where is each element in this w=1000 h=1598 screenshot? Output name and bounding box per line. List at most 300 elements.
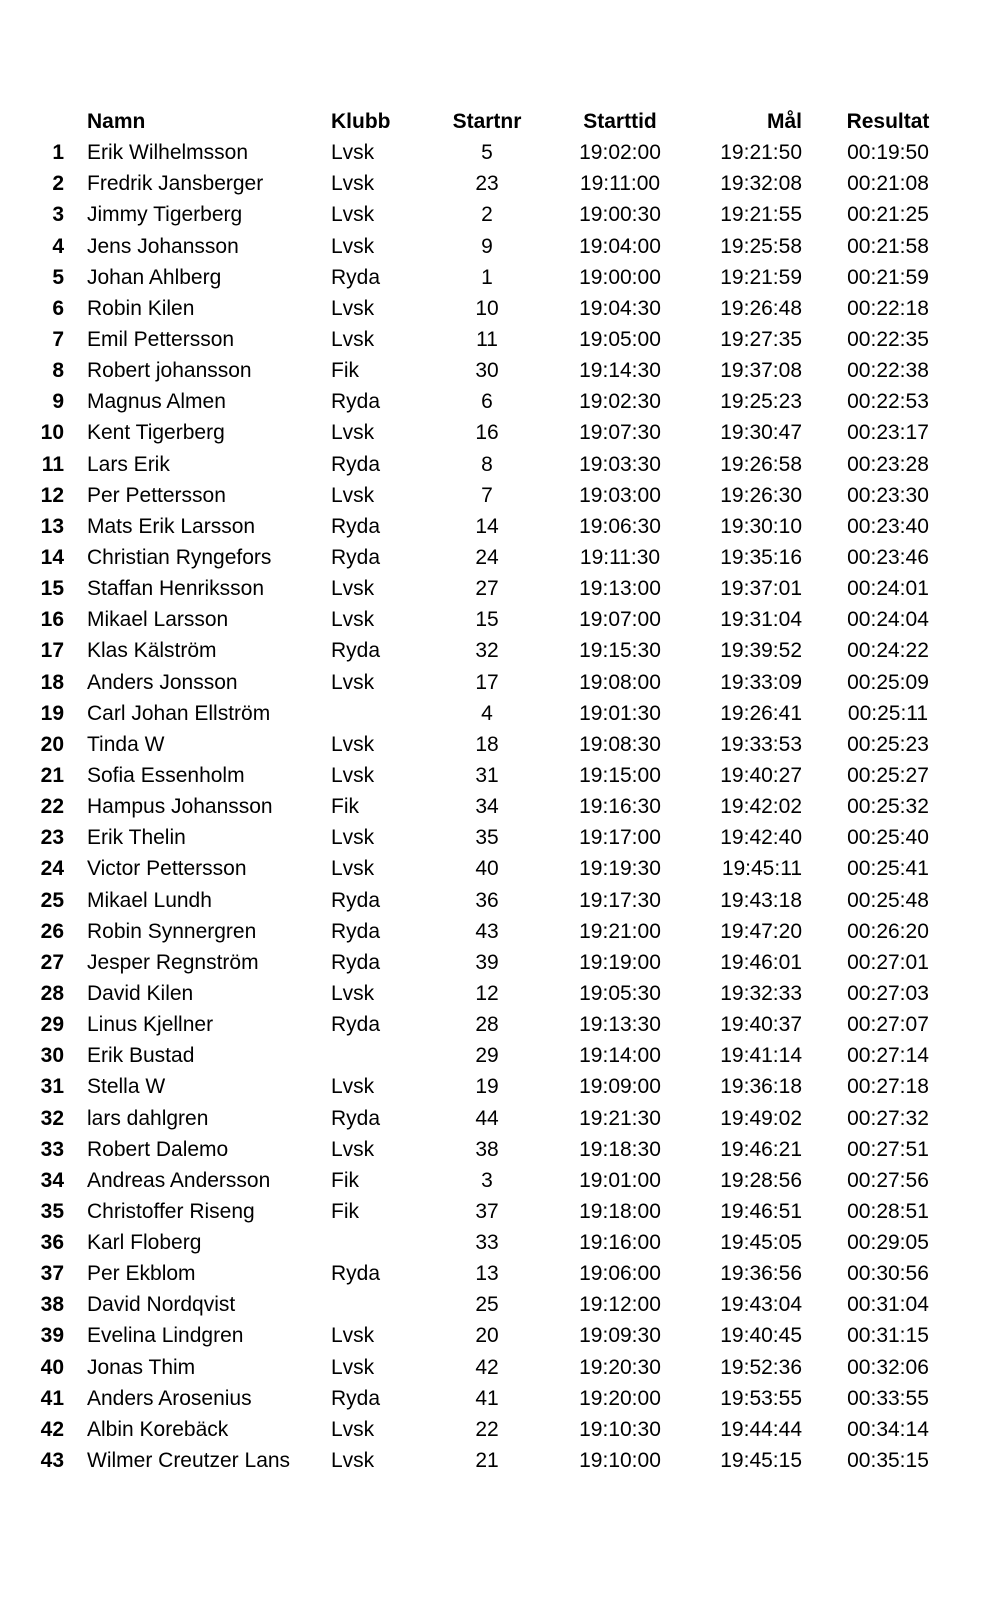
goal-cell: 19:33:53 xyxy=(720,732,802,756)
table-row xyxy=(0,262,1000,293)
name-cell: Robert johansson xyxy=(87,359,252,383)
startnr-cell: 21 xyxy=(475,1449,499,1473)
result-cell: 00:22:18 xyxy=(847,296,929,320)
result-cell: 00:27:51 xyxy=(847,1137,929,1161)
name-cell: Robin Synnergren xyxy=(87,919,257,943)
table-row xyxy=(0,449,1000,480)
goal-cell: 19:25:58 xyxy=(720,234,802,258)
starttime-cell: 19:20:00 xyxy=(579,1386,661,1410)
table-row xyxy=(0,1134,1000,1165)
starttime-cell: 19:04:00 xyxy=(579,234,661,258)
name-cell: Mikael Lundh xyxy=(87,888,212,912)
place-cell: 15 xyxy=(40,577,64,601)
starttime-cell: 19:10:00 xyxy=(579,1449,661,1473)
goal-cell: 19:33:09 xyxy=(720,670,802,694)
starttime-cell: 19:04:30 xyxy=(579,296,661,320)
club-cell: Lvsk xyxy=(331,1137,375,1161)
startnr-cell: 28 xyxy=(475,1013,499,1037)
name-cell: Emil Pettersson xyxy=(87,327,235,351)
goal-cell: 19:21:55 xyxy=(720,203,802,227)
table-row xyxy=(0,885,1000,916)
startnr-cell: 12 xyxy=(475,981,499,1005)
header-goal: Mål xyxy=(766,110,802,133)
place-cell: 1 xyxy=(52,141,64,165)
goal-cell: 19:53:55 xyxy=(720,1386,802,1410)
startnr-cell: 36 xyxy=(475,888,499,912)
goal-cell: 19:40:27 xyxy=(720,763,802,787)
result-cell: 00:27:56 xyxy=(847,1168,929,1192)
goal-cell: 19:42:40 xyxy=(720,826,802,850)
name-cell: Carl Johan Ellström xyxy=(87,701,271,725)
table-row xyxy=(0,1040,1000,1071)
club-cell: Ryda xyxy=(331,1386,381,1410)
name-cell: Kent Tigerberg xyxy=(87,421,225,445)
goal-cell: 19:45:15 xyxy=(720,1449,802,1473)
starttime-cell: 19:10:30 xyxy=(579,1417,661,1441)
table-row xyxy=(0,667,1000,698)
place-cell: 37 xyxy=(40,1262,64,1286)
startnr-cell: 33 xyxy=(475,1231,499,1255)
result-cell: 00:27:32 xyxy=(847,1106,929,1130)
place-cell: 14 xyxy=(40,545,64,569)
place-cell: 24 xyxy=(40,857,64,881)
starttime-cell: 19:20:30 xyxy=(579,1355,661,1379)
result-cell: 00:30:56 xyxy=(847,1262,929,1286)
startnr-cell: 32 xyxy=(475,639,499,663)
name-cell: Albin Korebäck xyxy=(87,1417,229,1441)
header-starttime: Starttid xyxy=(583,110,657,133)
club-cell: Lvsk xyxy=(331,763,375,787)
club-cell: Ryda xyxy=(331,639,381,663)
goal-cell: 19:37:01 xyxy=(720,577,802,601)
name-cell: David Nordqvist xyxy=(87,1293,236,1317)
startnr-cell: 4 xyxy=(481,701,493,725)
startnr-cell: 10 xyxy=(475,296,499,320)
place-cell: 27 xyxy=(40,950,64,974)
place-cell: 25 xyxy=(40,888,64,912)
table-row xyxy=(0,822,1000,853)
club-cell: Lvsk xyxy=(331,172,375,196)
name-cell: Christoffer Riseng xyxy=(87,1199,255,1223)
table-row xyxy=(0,168,1000,199)
goal-cell: 19:39:52 xyxy=(720,639,802,663)
starttime-cell: 19:00:30 xyxy=(579,203,661,227)
club-cell: Lvsk xyxy=(331,1324,375,1348)
place-cell: 6 xyxy=(52,296,64,320)
result-cell: 00:19:50 xyxy=(847,141,929,165)
name-cell: Staffan Henriksson xyxy=(87,577,265,601)
startnr-cell: 27 xyxy=(475,577,499,601)
starttime-cell: 19:19:30 xyxy=(579,857,661,881)
result-cell: 00:22:35 xyxy=(847,327,929,351)
result-cell: 00:23:17 xyxy=(847,421,929,445)
results-table xyxy=(0,106,1000,1476)
goal-cell: 19:45:11 xyxy=(721,857,802,881)
name-cell: Robin Kilen xyxy=(87,296,195,320)
startnr-cell: 43 xyxy=(475,919,499,943)
result-cell: 00:26:20 xyxy=(847,919,929,943)
starttime-cell: 19:21:00 xyxy=(579,919,661,943)
table-row xyxy=(0,511,1000,542)
club-cell: Lvsk xyxy=(331,577,375,601)
table-body xyxy=(0,137,1000,1476)
place-cell: 35 xyxy=(40,1199,64,1223)
goal-cell: 19:44:44 xyxy=(720,1417,802,1441)
result-cell: 00:23:30 xyxy=(847,483,929,507)
club-cell: Lvsk xyxy=(331,981,375,1005)
starttime-cell: 19:12:00 xyxy=(579,1293,661,1317)
startnr-cell: 13 xyxy=(475,1262,499,1286)
startnr-cell: 16 xyxy=(475,421,499,445)
club-cell: Lvsk xyxy=(331,421,375,445)
place-cell: 31 xyxy=(40,1075,64,1099)
starttime-cell: 19:15:00 xyxy=(579,763,661,787)
place-cell: 41 xyxy=(40,1386,64,1410)
result-cell: 00:35:15 xyxy=(847,1449,929,1473)
name-cell: Mikael Larsson xyxy=(87,608,229,632)
table-header-row xyxy=(0,106,1000,137)
name-cell: Anders Jonsson xyxy=(87,670,238,694)
club-cell: Ryda xyxy=(331,919,381,943)
result-cell: 00:31:15 xyxy=(847,1324,929,1348)
startnr-cell: 37 xyxy=(475,1199,499,1223)
result-cell: 00:28:51 xyxy=(847,1199,929,1223)
table-row xyxy=(0,947,1000,978)
result-cell: 00:27:03 xyxy=(847,981,929,1005)
startnr-cell: 25 xyxy=(475,1293,499,1317)
club-cell: Lvsk xyxy=(331,1417,375,1441)
club-cell: Ryda xyxy=(331,1106,381,1130)
name-cell: Mats Erik Larsson xyxy=(87,514,256,538)
name-cell: Jens Johansson xyxy=(87,234,239,258)
startnr-cell: 6 xyxy=(481,390,493,414)
result-cell: 00:25:11 xyxy=(847,701,929,725)
place-cell: 33 xyxy=(40,1137,64,1161)
table-row xyxy=(0,1196,1000,1227)
startnr-cell: 24 xyxy=(475,545,499,569)
place-cell: 3 xyxy=(52,203,64,227)
club-cell: Ryda xyxy=(331,888,381,912)
place-cell: 21 xyxy=(40,763,64,787)
result-cell: 00:25:27 xyxy=(847,763,929,787)
place-cell: 42 xyxy=(40,1417,64,1441)
club-cell: Lvsk xyxy=(331,1075,375,1099)
starttime-cell: 19:18:00 xyxy=(579,1199,661,1223)
name-cell: Linus Kjellner xyxy=(87,1013,214,1037)
result-cell: 00:22:53 xyxy=(847,390,929,414)
starttime-cell: 19:06:00 xyxy=(579,1262,661,1286)
table-row xyxy=(0,542,1000,573)
startnr-cell: 23 xyxy=(475,172,499,196)
place-cell: 40 xyxy=(40,1355,64,1379)
name-cell: Victor Pettersson xyxy=(87,857,247,881)
starttime-cell: 19:16:00 xyxy=(579,1231,661,1255)
result-cell: 00:23:46 xyxy=(847,545,929,569)
result-cell: 00:21:08 xyxy=(847,172,929,196)
club-cell: Lvsk xyxy=(331,234,375,258)
startnr-cell: 19 xyxy=(475,1075,499,1099)
table-row xyxy=(0,1258,1000,1289)
result-cell: 00:24:22 xyxy=(847,639,929,663)
name-cell: Wilmer Creutzer Lans xyxy=(87,1449,291,1473)
startnr-cell: 34 xyxy=(475,795,499,819)
table-row xyxy=(0,573,1000,604)
goal-cell: 19:46:51 xyxy=(720,1199,802,1223)
starttime-cell: 19:01:00 xyxy=(579,1168,661,1192)
startnr-cell: 22 xyxy=(475,1417,499,1441)
starttime-cell: 19:06:30 xyxy=(579,514,661,538)
table-row xyxy=(0,1352,1000,1383)
table-row xyxy=(0,324,1000,355)
starttime-cell: 19:09:00 xyxy=(579,1075,661,1099)
goal-cell: 19:35:16 xyxy=(720,545,802,569)
result-cell: 00:25:40 xyxy=(847,826,929,850)
starttime-cell: 19:15:30 xyxy=(579,639,661,663)
goal-cell: 19:40:37 xyxy=(720,1013,802,1037)
name-cell: Johan Ahlberg xyxy=(87,265,222,289)
place-cell: 2 xyxy=(52,172,64,196)
place-cell: 39 xyxy=(40,1324,64,1348)
name-cell: Robert Dalemo xyxy=(87,1137,229,1161)
starttime-cell: 19:14:30 xyxy=(579,359,661,383)
result-cell: 00:24:01 xyxy=(847,577,929,601)
goal-cell: 19:26:48 xyxy=(720,296,802,320)
name-cell: Karl Floberg xyxy=(87,1231,202,1255)
goal-cell: 19:46:01 xyxy=(720,950,802,974)
startnr-cell: 11 xyxy=(476,327,498,351)
place-cell: 43 xyxy=(40,1449,64,1473)
starttime-cell: 19:19:00 xyxy=(579,950,661,974)
starttime-cell: 19:08:00 xyxy=(579,670,661,694)
starttime-cell: 19:03:00 xyxy=(579,483,661,507)
name-cell: Per Ekblom xyxy=(87,1262,196,1286)
place-cell: 38 xyxy=(40,1293,64,1317)
result-cell: 00:25:23 xyxy=(847,732,929,756)
result-cell: 00:34:14 xyxy=(847,1417,929,1441)
startnr-cell: 7 xyxy=(481,483,493,507)
name-cell: Erik Thelin xyxy=(87,826,186,850)
place-cell: 29 xyxy=(40,1013,64,1037)
place-cell: 17 xyxy=(40,639,64,663)
starttime-cell: 19:02:30 xyxy=(579,390,661,414)
startnr-cell: 38 xyxy=(475,1137,499,1161)
club-cell: Lvsk xyxy=(331,1449,375,1473)
startnr-cell: 20 xyxy=(475,1324,499,1348)
name-cell: Jimmy Tigerberg xyxy=(87,203,243,227)
club-cell: Fik xyxy=(331,795,359,819)
table-row xyxy=(0,480,1000,511)
place-cell: 19 xyxy=(40,701,64,725)
goal-cell: 19:36:56 xyxy=(720,1262,802,1286)
startnr-cell: 5 xyxy=(481,141,493,165)
place-cell: 18 xyxy=(40,670,64,694)
starttime-cell: 19:17:30 xyxy=(579,888,661,912)
result-cell: 00:33:55 xyxy=(847,1386,929,1410)
club-cell: Ryda xyxy=(331,390,381,414)
name-cell: David Kilen xyxy=(87,981,194,1005)
place-cell: 13 xyxy=(40,514,64,538)
name-cell: lars dahlgren xyxy=(87,1106,209,1130)
goal-cell: 19:40:45 xyxy=(720,1324,802,1348)
result-cell: 00:27:14 xyxy=(847,1044,929,1068)
startnr-cell: 18 xyxy=(475,732,499,756)
goal-cell: 19:46:21 xyxy=(720,1137,802,1161)
place-cell: 8 xyxy=(52,359,64,383)
goal-cell: 19:32:08 xyxy=(720,172,802,196)
startnr-cell: 14 xyxy=(475,514,499,538)
starttime-cell: 19:01:30 xyxy=(579,701,661,725)
place-cell: 5 xyxy=(52,265,64,289)
club-cell: Lvsk xyxy=(331,857,375,881)
place-cell: 16 xyxy=(40,608,64,632)
table-row xyxy=(0,231,1000,262)
club-cell: Lvsk xyxy=(331,732,375,756)
startnr-cell: 42 xyxy=(475,1355,499,1379)
result-cell: 00:21:25 xyxy=(847,203,929,227)
table-row xyxy=(0,698,1000,729)
name-cell: Sofia Essenholm xyxy=(87,763,245,787)
startnr-cell: 15 xyxy=(475,608,499,632)
starttime-cell: 19:11:00 xyxy=(579,172,661,196)
starttime-cell: 19:05:00 xyxy=(579,327,661,351)
startnr-cell: 41 xyxy=(475,1386,499,1410)
startnr-cell: 2 xyxy=(481,203,493,227)
club-cell: Fik xyxy=(331,359,359,383)
place-cell: 34 xyxy=(40,1168,64,1192)
starttime-cell: 19:18:30 xyxy=(579,1137,661,1161)
result-cell: 00:22:38 xyxy=(847,359,929,383)
goal-cell: 19:30:47 xyxy=(720,421,802,445)
goal-cell: 19:43:04 xyxy=(720,1293,802,1317)
startnr-cell: 35 xyxy=(475,826,499,850)
table-row xyxy=(0,604,1000,635)
club-cell: Ryda xyxy=(331,1013,381,1037)
goal-cell: 19:45:05 xyxy=(720,1231,802,1255)
place-cell: 36 xyxy=(40,1231,64,1255)
name-cell: Lars Erik xyxy=(87,452,170,476)
club-cell: Fik xyxy=(331,1168,359,1192)
place-cell: 32 xyxy=(40,1106,64,1130)
table-row xyxy=(0,853,1000,884)
startnr-cell: 39 xyxy=(475,950,499,974)
club-cell: Lvsk xyxy=(331,1355,375,1379)
club-cell: Ryda xyxy=(331,452,381,476)
table-row xyxy=(0,760,1000,791)
table-row xyxy=(0,916,1000,947)
name-cell: Andreas Andersson xyxy=(87,1168,271,1192)
goal-cell: 19:28:56 xyxy=(720,1168,802,1192)
table-row xyxy=(0,635,1000,666)
club-cell: Fik xyxy=(331,1199,359,1223)
goal-cell: 19:41:14 xyxy=(720,1044,802,1068)
result-cell: 00:27:07 xyxy=(847,1013,929,1037)
name-cell: Stella W xyxy=(87,1075,166,1099)
table-row xyxy=(0,386,1000,417)
result-cell: 00:27:01 xyxy=(847,950,929,974)
table-row xyxy=(0,417,1000,448)
place-cell: 20 xyxy=(40,732,64,756)
startnr-cell: 29 xyxy=(475,1044,499,1068)
goal-cell: 19:26:41 xyxy=(720,701,802,725)
goal-cell: 19:25:23 xyxy=(720,390,802,414)
starttime-cell: 19:11:30 xyxy=(579,545,661,569)
place-cell: 30 xyxy=(40,1044,64,1068)
place-cell: 10 xyxy=(40,421,64,445)
name-cell: Jesper Regnström xyxy=(87,950,259,974)
startnr-cell: 44 xyxy=(475,1106,499,1130)
name-cell: Fredrik Jansberger xyxy=(87,172,264,196)
header-club: Klubb xyxy=(331,110,391,133)
startnr-cell: 3 xyxy=(481,1168,493,1192)
place-cell: 12 xyxy=(40,483,64,507)
starttime-cell: 19:13:00 xyxy=(579,577,661,601)
result-cell: 00:29:05 xyxy=(847,1231,929,1255)
club-cell: Ryda xyxy=(331,514,381,538)
club-cell: Lvsk xyxy=(331,296,375,320)
result-cell: 00:25:09 xyxy=(847,670,929,694)
starttime-cell: 19:08:30 xyxy=(579,732,661,756)
table-row xyxy=(0,293,1000,324)
starttime-cell: 19:17:00 xyxy=(579,826,661,850)
name-cell: Christian Ryngefors xyxy=(87,545,272,569)
club-cell: Lvsk xyxy=(331,670,375,694)
goal-cell: 19:27:35 xyxy=(720,327,802,351)
name-cell: Erik Wilhelmsson xyxy=(87,141,249,165)
starttime-cell: 19:03:30 xyxy=(579,452,661,476)
name-cell: Tinda W xyxy=(87,732,165,756)
header-name: Namn xyxy=(87,110,146,133)
goal-cell: 19:43:18 xyxy=(720,888,802,912)
club-cell: Lvsk xyxy=(331,608,375,632)
starttime-cell: 19:07:00 xyxy=(579,608,661,632)
goal-cell: 19:36:18 xyxy=(720,1075,802,1099)
place-cell: 9 xyxy=(52,390,64,414)
startnr-cell: 40 xyxy=(475,857,499,881)
club-cell: Lvsk xyxy=(331,141,375,165)
result-cell: 00:27:18 xyxy=(847,1075,929,1099)
table-row xyxy=(0,1383,1000,1414)
header-result: Resultat xyxy=(846,110,930,133)
table-row xyxy=(0,1414,1000,1445)
goal-cell: 19:47:20 xyxy=(720,919,802,943)
table-row xyxy=(0,1320,1000,1351)
club-cell: Ryda xyxy=(331,545,381,569)
place-cell: 4 xyxy=(52,234,64,258)
club-cell: Ryda xyxy=(331,1262,381,1286)
starttime-cell: 19:21:30 xyxy=(579,1106,661,1130)
name-cell: Jonas Thim xyxy=(87,1355,196,1379)
place-cell: 11 xyxy=(41,452,64,476)
startnr-cell: 8 xyxy=(481,452,493,476)
table-row xyxy=(0,1165,1000,1196)
club-cell: Lvsk xyxy=(331,327,375,351)
goal-cell: 19:32:33 xyxy=(720,981,802,1005)
goal-cell: 19:52:36 xyxy=(720,1355,802,1379)
starttime-cell: 19:14:00 xyxy=(579,1044,661,1068)
club-cell: Lvsk xyxy=(331,203,375,227)
club-cell: Ryda xyxy=(331,950,381,974)
table-row xyxy=(0,1289,1000,1320)
result-cell: 00:24:04 xyxy=(847,608,929,632)
place-cell: 26 xyxy=(40,919,64,943)
starttime-cell: 19:07:30 xyxy=(579,421,661,445)
result-cell: 00:32:06 xyxy=(847,1355,929,1379)
place-cell: 28 xyxy=(40,981,64,1005)
club-cell: Lvsk xyxy=(331,826,375,850)
goal-cell: 19:26:30 xyxy=(720,483,802,507)
result-cell: 00:21:59 xyxy=(847,265,929,289)
startnr-cell: 30 xyxy=(475,359,499,383)
